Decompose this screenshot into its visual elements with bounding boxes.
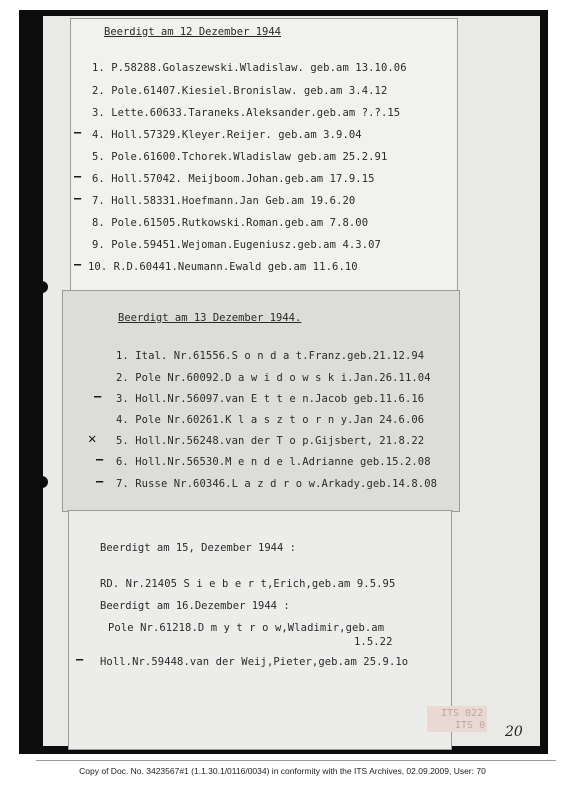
punch-hole-top (36, 281, 48, 293)
section2-row-3: 3. Holl.Nr.56097.van E t t e n.Jacob geb.11.6.16 (116, 393, 425, 405)
section1-row-3: 3. Lette.60633.Taraneks.Aleksander.geb.am ?.?.15 (92, 107, 401, 119)
cross-mark: ✕ (88, 431, 97, 447)
dash-mark: — (96, 474, 104, 488)
dash-mark: — (76, 652, 84, 666)
dash-mark: — (74, 191, 82, 205)
section1-row-1: 1. P.58288.Golaszewski.Wladislaw. geb.am 13.10.06 (92, 62, 407, 74)
page-number: 20 (505, 724, 523, 740)
section3-row-3: Holl.Nr.59448.van der Weij,Pieter,geb.am 25.9.1o (100, 656, 409, 668)
section3-row-2a: Pole Nr.61218.D m y t r o w,Wladimir,geb.am (108, 622, 385, 634)
section1-row-4: 4. Holl.57329.Kleyer.Reijer. geb.am 3.9.04 (92, 129, 362, 141)
section2-row-4: 4. Pole Nr.60261.K l a s z t o r n y.Jan 24.6.06 (116, 414, 425, 426)
archive-footer: Copy of Doc. No. 3423567#1 (1.1.30.1/0116/0034) in conformity with the ITS Archives, 02.09.2009, User: 70 (79, 766, 486, 776)
dash-mark: — (96, 452, 104, 466)
section1-row-8: 8. Pole.61505.Rutkowski.Roman.geb.am 7.8.00 (92, 217, 369, 229)
section3-heading-16: Beerdigt am 16.Dezember 1944 : (100, 600, 290, 612)
section1-row-7: 7. Holl.58331.Hoefmann.Jan Geb.am 19.6.20 (92, 195, 356, 207)
section1-heading: Beerdigt am 12 Dezember 1944 (104, 26, 282, 38)
section3-heading-15: Beerdigt am 15, Dezember 1944 : (100, 542, 296, 554)
section3-row-2b: 1.5.22 (354, 636, 393, 648)
section1-row-5: 5. Pole.61600.Tchorek.Wladislaw geb.am 25.2.91 (92, 151, 388, 163)
section2-heading: Beerdigt am 13 Dezember 1944. (118, 312, 302, 324)
section1-row-10: 10. R.D.60441.Neumann.Ewald geb.am 11.6.10 (88, 261, 358, 273)
punch-hole-bottom (36, 476, 48, 488)
dash-mark: — (74, 257, 82, 271)
section1-row-2: 2. Pole.61407.Kiesiel.Bronislaw. geb.am 3.4.12 (92, 85, 388, 97)
dash-mark: — (94, 389, 102, 403)
section1-row-9: 9. Pole.59451.Wejoman.Eugeniusz.geb.am 4.3.07 (92, 239, 381, 251)
footer-divider (36, 760, 556, 761)
section2-row-7: 7. Russe Nr.60346.L a z d r o w.Arkady.geb.14.8.08 (116, 478, 438, 490)
section2-row-1: 1. Ital. Nr.61556.S o n d a t.Franz.geb.21.12.94 (116, 350, 425, 362)
stamp-text-2: ITS 0 (455, 720, 486, 731)
section2-row-2: 2. Pole Nr.60092.D a w i d o w s k i.Jan.26.11.04 (116, 372, 431, 384)
section2-row-6: 6. Holl.Nr.56530.M e n d e l.Adrianne geb.15.2.08 (116, 456, 431, 468)
section1-row-6: 6. Holl.57042. Meijboom.Johan.geb.am 17.9.15 (92, 173, 375, 185)
section3-row-1: RD. Nr.21405 S i e b e r t,Erich,geb.am 9.5.95 (100, 578, 396, 590)
dash-mark: — (74, 125, 82, 139)
dash-mark: — (74, 169, 82, 183)
section2-row-5: 5. Holl.Nr.56248.van der T o p.Gijsbert, 21.8.22 (116, 435, 425, 447)
stamp-text-1: ITS 022 (441, 708, 484, 719)
